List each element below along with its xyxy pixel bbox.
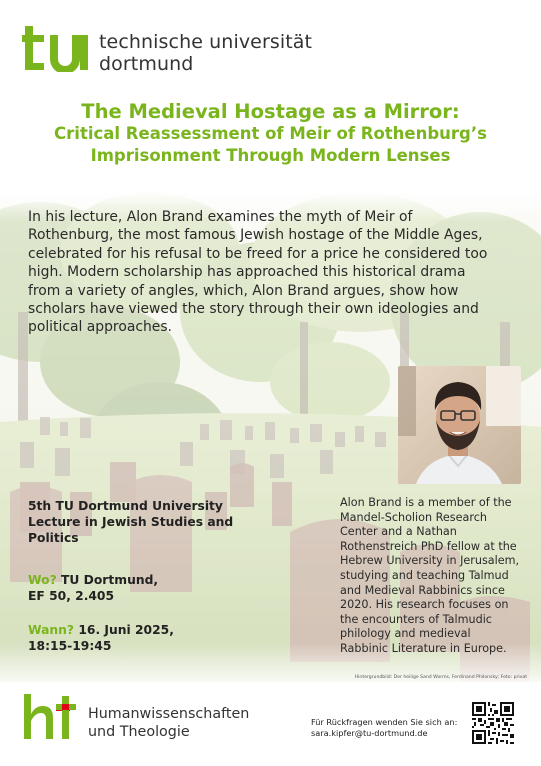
speaker-portrait-photo: [398, 366, 521, 484]
description-line: scholars have viewed the story through their own ideologies and: [28, 301, 479, 318]
image-credit: Hintergrundbild: Der heilige Sand Worms, Ferdinand Philonsky; Foto: privat: [354, 675, 527, 680]
bio-line: Mandel-Scholion Research: [340, 510, 487, 524]
faculty-line1: Humanwissenschaften: [88, 706, 250, 722]
lecture-series: [28, 498, 233, 546]
title-line1: The Medieval Hostage as a Mirror:: [81, 100, 460, 123]
description-line: from a variety of angles, which, Alon Brand argues, show how: [28, 282, 459, 299]
title-line2: Critical Reassessment of Meir of Rothenburg’s: [54, 124, 487, 143]
bio-line: Rabbinic Literature in Europe.: [340, 641, 507, 655]
location-label: Wo?: [28, 573, 57, 587]
bio-line: Rothenstreich PhD fellow at the: [340, 539, 517, 553]
bio-line: philology and medieval: [340, 627, 471, 641]
time-value: 18:15-19:45: [28, 639, 112, 653]
bio-line: Hebrew University in Jerusalem,: [340, 554, 520, 568]
faculty-name: [88, 705, 249, 741]
bio-line: Alon Brand is a member of the: [340, 496, 512, 509]
lecture-title: [0, 100, 541, 167]
university-name-line2: dortmund: [99, 53, 194, 75]
bio-line: and Medieval Rabbinics since: [340, 583, 505, 597]
tu-logo-icon: [22, 26, 92, 72]
description-line: high. Modern scholarship has approached this historical drama: [28, 264, 466, 281]
bio-line: 2020. His research focuses on: [340, 598, 509, 612]
bio-line: the encounters of Talmudic: [340, 612, 492, 626]
title-line3: Imprisonment Through Modern Lenses: [90, 146, 451, 165]
description-line: political approaches.: [28, 319, 172, 336]
contact-info: [311, 717, 457, 739]
bio-line: Center and a Nathan: [340, 525, 457, 539]
description-line: Rothenburg, the most famous Jewish hostage of the Middle Ages,: [28, 227, 483, 244]
university-name: [99, 31, 312, 75]
description-line: celebrated for his refusal to be freed for a price he considered too: [28, 245, 488, 262]
description-line: In his lecture, Alon Brand examines the myth of Meir of: [28, 209, 413, 225]
series-line3: Politics: [28, 531, 79, 545]
event-location: [28, 572, 158, 604]
location-value-line2: EF 50, 2.405: [28, 589, 115, 603]
faculty-line2: und Theologie: [88, 724, 190, 740]
bio-line: studying and teaching Talmud: [340, 568, 509, 582]
datetime-label: Wann?: [28, 623, 75, 637]
speaker-bio: [340, 496, 530, 657]
lecture-description: [28, 208, 520, 337]
ht-logo-icon: [22, 694, 80, 740]
series-line1: 5th TU Dortmund University: [28, 499, 223, 513]
contact-label: Für Rückfragen wenden Sie sich an:: [311, 717, 458, 727]
university-name-line1: technische universität: [99, 31, 313, 53]
qr-code-icon[interactable]: [472, 702, 514, 744]
series-line2: Lecture in Jewish Studies and: [28, 515, 234, 529]
contact-email-link[interactable]: sara.kipfer@tu-dortmund.de: [311, 728, 428, 738]
location-value-line1: TU Dortmund,: [61, 573, 159, 587]
date-value: 16. Juni 2025,: [78, 623, 174, 637]
event-datetime: [28, 622, 174, 654]
